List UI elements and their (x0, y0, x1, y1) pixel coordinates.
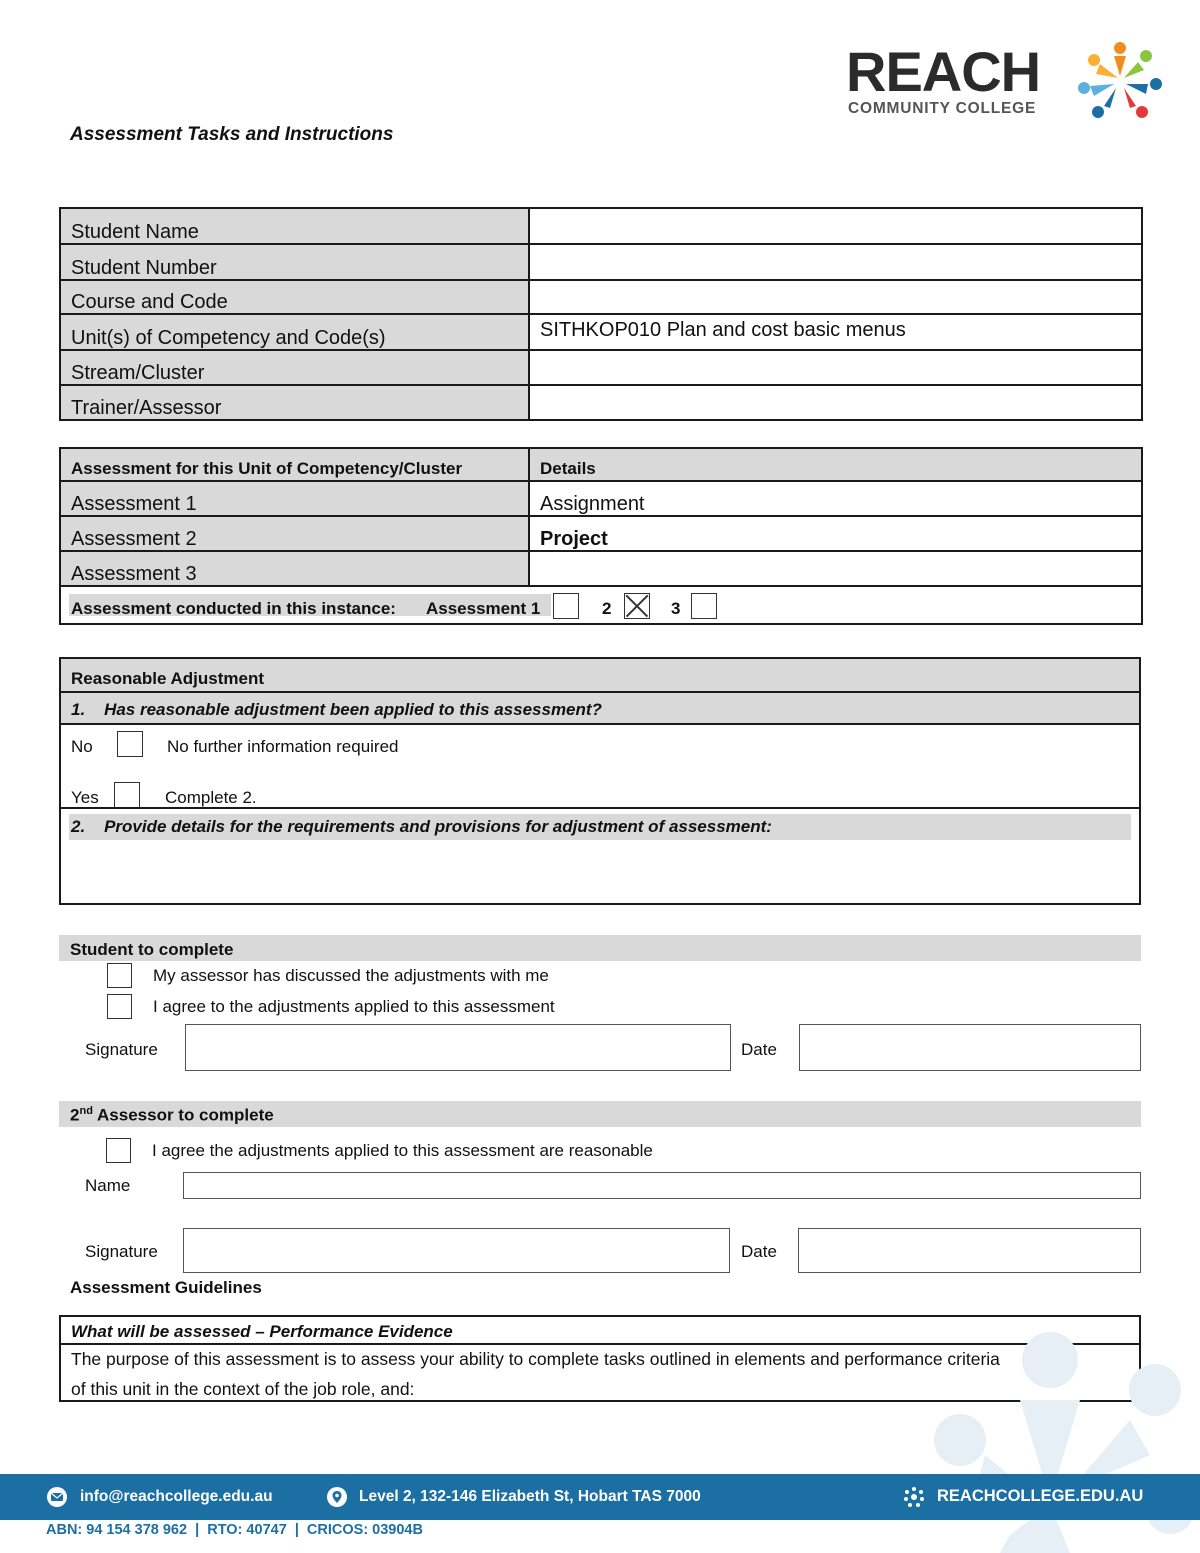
assessor-date-label: Date (741, 1242, 777, 1261)
assessor-signature-field[interactable] (183, 1228, 730, 1273)
label-trainer-assessor: Trainer/Assessor (60, 385, 529, 420)
value-student-name[interactable] (529, 208, 1142, 244)
student-discussed-text: My assessor has discussed the adjustments with me (153, 966, 549, 985)
conducted-option-2-label: 2 (602, 599, 612, 618)
footer-website[interactable]: REACHCOLLEGE.EDU.AU (937, 1487, 1144, 1505)
adjustment-details-field[interactable] (69, 843, 1131, 899)
assessor-signature-label: Signature (85, 1242, 158, 1261)
assessor-date-field[interactable] (798, 1228, 1141, 1273)
conducted-option-1-label: Assessment 1 (426, 599, 541, 618)
assessor-agree-text: I agree the adjustments applied to this assessment are reasonable (152, 1141, 653, 1160)
guidelines-body-line1: The purpose of this assessment is to assess your ability to complete tasks outlined in elements and performance criteria (71, 1349, 1000, 1369)
reasonable-adjustment-section (59, 657, 1141, 905)
adjustment-no-text: No further information required (167, 737, 399, 756)
adjustment-no-label: No (71, 737, 93, 756)
email-icon (46, 1486, 68, 1508)
assessment-1-value: Assignment (529, 481, 1142, 516)
adjustment-title: Reasonable Adjustment (71, 669, 265, 688)
guidelines-heading: Assessment Guidelines (70, 1278, 262, 1297)
logo-wordmark: REACH (846, 40, 1041, 103)
label-unit-competency: Unit(s) of Competency and Code(s) (60, 314, 529, 350)
adjustment-title-bar (61, 659, 1139, 693)
adjustment-q2-bar (69, 814, 1131, 840)
assessment-conducted-row (60, 586, 1142, 624)
assessor-title-rest: Assessor to complete (92, 1105, 274, 1125)
assessor-agree-checkbox[interactable] (106, 1138, 131, 1163)
assessment-table (59, 447, 1143, 625)
student-complete-title: Student to complete (70, 940, 234, 959)
footer-abn-line: ABN: 94 154 378 962 | RTO: 40747 | CRICOS: 03904B (46, 1522, 423, 1538)
adjustment-no-checkbox[interactable] (117, 731, 143, 757)
footer-email[interactable]: info@reachcollege.edu.au (80, 1488, 273, 1505)
adjustment-divider (61, 807, 1139, 809)
assessor-complete-title (70, 1105, 274, 1126)
website-logo-icon (903, 1486, 925, 1508)
adjustment-q1: 1. Has reasonable adjustment been applied to this assessment? (71, 700, 602, 719)
conducted-label: Assessment conducted in this instance: (71, 599, 396, 618)
adjustment-yes-label: Yes (71, 788, 99, 807)
student-signature-label: Signature (85, 1040, 158, 1059)
assessor-title-sup: nd (79, 1105, 93, 1117)
value-trainer-assessor[interactable] (529, 385, 1142, 420)
conducted-option-3-label: 3 (671, 599, 681, 618)
assessor-name-label: Name (85, 1176, 131, 1195)
student-date-label: Date (741, 1040, 777, 1059)
value-course-code[interactable] (529, 280, 1142, 314)
label-course-code: Course and Code (60, 280, 529, 314)
assessment-2-label: Assessment 2 (60, 516, 529, 551)
value-student-number[interactable] (529, 244, 1142, 280)
assessor-name-field[interactable] (183, 1172, 1141, 1199)
adjustment-q2: 2. Provide details for the requirements and provisions for adjustment of assessment: (71, 817, 772, 836)
assessment-2-value: Project (529, 516, 1142, 551)
value-stream-cluster[interactable] (529, 350, 1142, 385)
footer-address: Level 2, 132-146 Elizabeth St, Hobart TAS 7000 (359, 1488, 701, 1505)
logo-subtitle: COMMUNITY COLLEGE (848, 100, 1037, 117)
label-student-name: Student Name (60, 208, 529, 244)
value-unit-competency[interactable]: SITHKOP010 Plan and cost basic menus (529, 314, 1142, 350)
guidelines-title: What will be assessed – Performance Evidence (71, 1322, 453, 1341)
adjustment-yes-checkbox[interactable] (114, 782, 140, 808)
student-agree-checkbox[interactable] (107, 994, 132, 1019)
label-student-number: Student Number (60, 244, 529, 280)
location-pin-icon (326, 1486, 348, 1508)
document-title: Assessment Tasks and Instructions (70, 124, 394, 145)
logo-people-icon (1076, 40, 1162, 120)
adjustment-yes-text: Complete 2. (165, 788, 257, 807)
assessment-3-label: Assessment 3 (60, 551, 529, 586)
assessment-1-label: Assessment 1 (60, 481, 529, 516)
student-date-field[interactable] (799, 1024, 1141, 1071)
assessment-3-value (529, 551, 1142, 586)
guidelines-body-line2: of this unit in the context of the job role, and: (71, 1379, 415, 1399)
assessment-header-left: Assessment for this Unit of Competency/Cluster (60, 448, 529, 481)
adjustment-q1-bar (61, 693, 1139, 725)
assessment-header-right: Details (529, 448, 1142, 481)
student-signature-field[interactable] (185, 1024, 731, 1071)
label-stream-cluster: Stream/Cluster (60, 350, 529, 385)
conducted-option-1-checkbox[interactable] (553, 593, 579, 619)
assessor-title-prefix: 2 (70, 1105, 80, 1125)
student-discussed-checkbox[interactable] (107, 963, 132, 988)
student-details-table (59, 207, 1143, 421)
conducted-option-3-checkbox[interactable] (691, 593, 717, 619)
conducted-option-2-checkbox[interactable] (624, 593, 650, 619)
student-agree-text: I agree to the adjustments applied to this assessment (153, 997, 555, 1016)
